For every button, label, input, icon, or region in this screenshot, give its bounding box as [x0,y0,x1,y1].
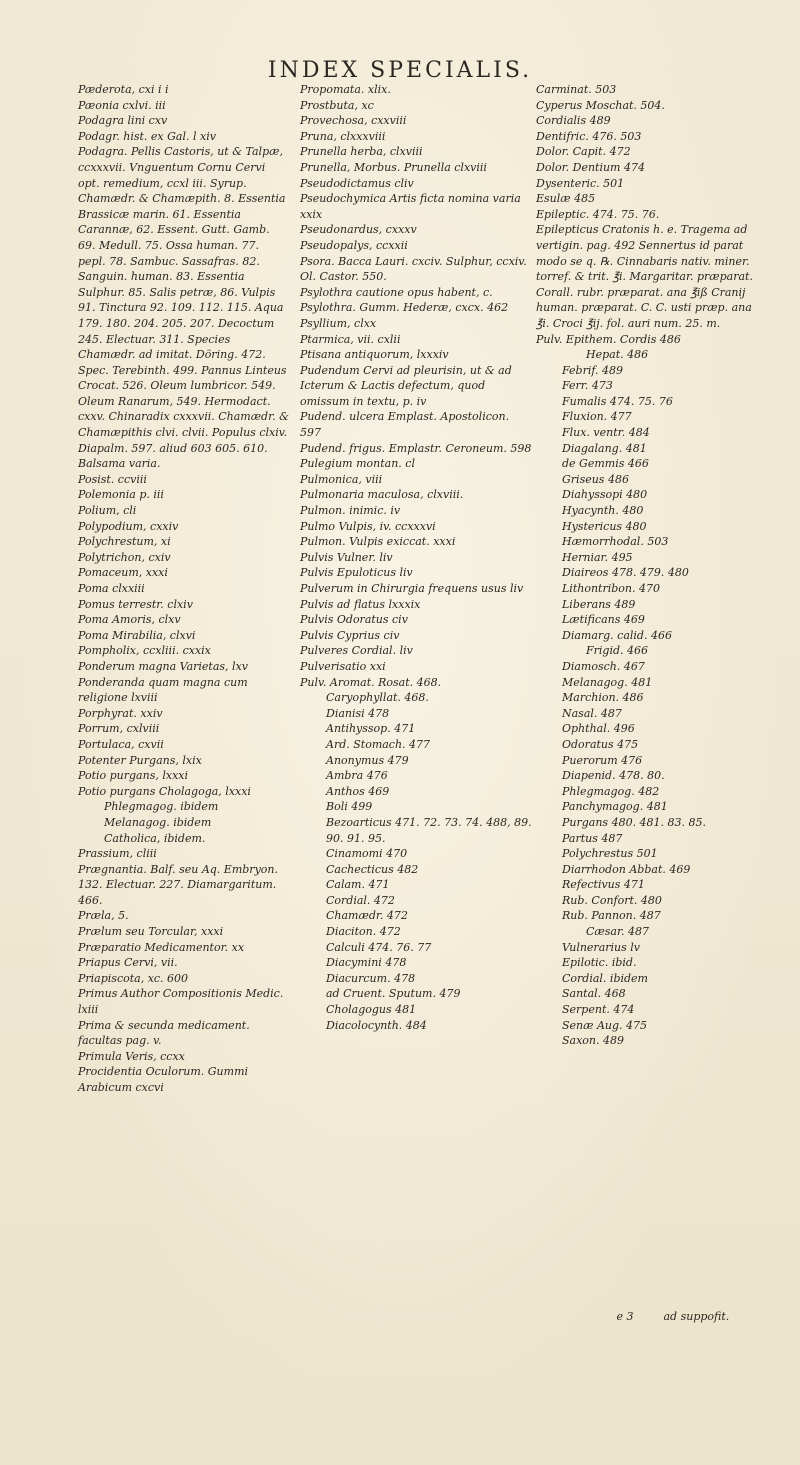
index-entry: Lithontribon. 470 [562,582,660,595]
index-entry: Pulmonica, viii [300,472,383,486]
index-entry: Pæonia cxlvi. iii [78,98,166,112]
index-entry: Pomaceum, xxxi [78,566,168,580]
index-entry: Diacymini 478 [326,956,407,970]
index-entry: Melanagog. 481 [562,675,653,689]
index-entry: Præla, 5. [78,909,129,923]
index-entry: Griseus 486 [562,472,629,486]
index-entry: Ambra 476 [326,769,388,783]
index-entry: Partus 487 [562,831,623,845]
index-entry: Carminat. 503 [536,83,617,96]
index-entry: ad Cruent. Sputum. 479 [326,987,461,1001]
index-entry: Pulvis Cyprius civ [300,628,400,642]
index-entry: Pulvis Vulner. liv [300,550,393,564]
index-entry: Psylothra cautione opus habent, c. [300,285,493,299]
index-entry: Caryophyllat. 468. [326,691,429,705]
index-entry: Psylothra. Gumm. Hederæ, cxcx. 462 [300,301,509,315]
index-entry: Vulnerarius lv [562,940,640,954]
index-entry: Hystericus 480 [562,519,647,533]
index-entry: Pulmonaria maculosa, clxviii. [300,488,464,502]
index-entry: Cyperus Moschat. 504. [536,98,665,112]
index-entry: Fluxion. 477 [562,410,632,424]
index-entry: Polypodium, cxxiv [78,519,179,533]
index-entry: Ophthal. 496 [562,722,635,736]
index-entry: Anthos 469 [326,784,390,798]
index-column-3 [536,82,768,1049]
index-entry: Diamarg. calid. 466 [562,628,672,642]
index-entry: Prægnantia. Balf. seu Aq. Embryon. 132. Electuar. 227. Diamargaritum. 466. [78,862,278,907]
index-entry: Dolor. Dentium 474 [536,160,645,174]
index-entry: Prælum seu Torcular, xxxi [78,925,224,939]
index-entry: Podagr. hist. ex Gal. l xiv [78,129,216,143]
signature-mark: e 3 [616,1310,634,1323]
index-entry: Serpent. 474 [562,1003,635,1017]
index-entry: Ponderanda quam magna cum religione lxviii [78,675,248,705]
index-entry: Pulvis Odoratus civ [300,613,408,627]
index-entry: Hyacynth. 480 [562,504,644,518]
index-entry: Diapenid. 478. 80. [562,769,665,783]
index-entry: Poma clxxiii [78,582,145,595]
index-entry: Febrif. 489 [562,363,624,377]
index-entry: Pudend. ulcera Emplast. Apostolicon. 597 [300,410,510,440]
index-entry: Ard. Stomach. 477 [326,737,431,751]
index-entry: Flux. ventr. 484 [562,426,650,440]
index-entry: Calam. 471 [326,878,390,892]
index-entry: Diahyssopi 480 [562,488,648,502]
index-entry: Pulmo Vulpis, iv. ccxxxvi [300,519,436,533]
index-entry: Marchion. 486 [562,691,644,705]
index-entry: Porrum, cxlviii [78,722,160,736]
index-entry: Podagra. Pellis Castoris, ut & Talpæ, ccxxxvii. Vnguentum Cornu Cervi opt. remedium, ccxl iii. Syrup. Chamædr. & Chamæpith. 8. Essentia Brassicæ marin. 61. Essentia Carannæ, 62. Essent. Gutt. Gamb. 69. Medull. 75. Ossa human. 77. pepl. 78. Sambuc. Sassafras. 82. Sanguin. human. 83. Essentia Sulphur. 85. Salis petræ, 86. Vulpis 91. Tinctura 92. 109. 112. 115. Aqua 179. 180. 204. 205. 207. Decoctum 245. Electuar. 311. Species Chamædr. ad imitat. Döring. 472. Spec. Terebinth. 499. Pannus Linteus Crocat. 526. Oleum lumbricor. 549. Oleum Ranarum, 549. Hermodact. cxxv. Chinaradix cxxxvii. Chamædr. & Chamæpithis clvi. clvii. Populus clxiv. Diapalm. 597. aliud 603 605. 610. Balsama varia. [78,145,289,471]
index-entry: Præparatio Medicamentor. xx [78,940,245,954]
index-entry: Pseudochymica Artis ficta nomina varia xxix [300,192,521,221]
index-entry: Potio purgans, lxxxi [78,769,188,783]
index-entry: Pulvis ad flatus lxxxix [300,597,421,611]
index-entry: Ptarmica, vii. cxlii [300,332,401,346]
index-entry: Prassium, cliii [78,847,157,861]
index-entry: Potenter Purgans, lxix [78,753,202,767]
index-entry: Fumalis 474. 75. 76 [562,394,673,408]
index-entry: Porphyrat. xxiv [78,706,163,720]
index-entry: Polemonia p. iii [78,488,164,502]
index-entry: Provechosa, cxxviii [300,114,407,128]
index-entry: Pulv. Aromat. Rosat. 468. [300,675,442,689]
index-entry: Prunella herba, clxviii [300,145,423,159]
index-entry: Diamosch. 467 [562,659,645,673]
index-entry: Ferr. 473 [562,379,613,393]
index-entry: Pomus terrestr. clxiv [78,597,193,611]
index-entry: Hæmorrhodal. 503 [562,535,669,549]
index-entry: Psora. Bacca Lauri. cxciv. Sulphur, ccxiv. Ol. Castor. 550. [300,254,527,284]
index-entry: Poma Mirabilia, clxvi [78,628,196,642]
index-entry: Rub. Pannon. 487 [562,909,661,923]
index-entry: Dentifric. 476. 503 [536,129,642,143]
index-entry: Dianisi 478 [326,706,390,720]
index-entry: Pulv. Epithem. Cordis 486 [536,332,681,346]
index-entry: Propomata. xlix. [300,83,391,96]
index-entry: Prunella, Morbus. Prunella clxviii [300,160,487,174]
index-entry: Puerorum 476 [562,753,643,767]
index-entry: Pudendum Cervi ad pleurisin, ut & ad Icterum & Lactis defectum, quod omissum in textu, p. iv [300,363,512,408]
index-entry: Pulverisatio xxi [300,659,386,673]
index-entry: Phlegmagog. ibidem [104,800,219,814]
index-entry: Polychrestum, xi [78,535,171,549]
index-entry: Pulmon. inimic. iv [300,504,401,518]
index-entry: de Gemmis 466 [562,457,649,471]
index-entry: Pompholix, ccxliii. cxxix [78,644,211,658]
index-entry: Cholagogus 481 [326,1003,417,1017]
index-entry: Polychrestus 501 [562,847,658,861]
index-entry: Procidentia Oculorum. Gummi Arabicum cxcvi [78,1065,249,1094]
index-entry: Calculi 474. 76. 77 [326,940,432,954]
index-entry: Diaciton. 472 [326,925,401,939]
index-entry: Diacurcum. 478 [326,971,416,985]
index-entry: Lætificans 469 [562,613,645,627]
index-entry: Podagra lini cxv [78,114,168,128]
index-entry: Prima & secunda medicament. facultas pag. v. [78,1018,250,1048]
index-entry: Antihyssop. 471 [326,722,416,736]
index-entry: Pulmon. Vulpis exiccat. xxxi [300,535,456,549]
index-entry: Dysenteric. 501 [536,176,625,190]
index-entry: Esulæ 485 [536,192,596,206]
index-entry: Senæ Aug. 475 [562,1018,648,1032]
index-entry: Cæsar. 487 [586,925,649,939]
index-column-1 [78,82,290,1096]
index-entry: Diacolocynth. 484 [326,1018,427,1032]
index-entry: Bezoarticus 471. 72. 73. 74. 488, 89. 90. 91. 95. [326,815,532,845]
index-entry: Liberans 489 [562,597,636,611]
index-entry: Dolor. Capit. 472 [536,145,631,159]
page-title: INDEX SPECIALIS. [267,58,533,83]
index-entry: Purgans 480. 481. 83. 85. [562,815,707,829]
index-entry: Diagalang. 481 [562,441,647,455]
index-entry: Saxon. 489 [562,1034,624,1048]
index-entry: Epilepticus Cratonis h. e. Tragema ad vertigin. pag. 492 Sennertus id parat modo se q. ℞. Cinnabaris nativ. miner. torref. & trit. ℥i. Margaritar. præparat. Corall. rubr. præparat. ana ℥iß Cranij human. præparat. C. C. usti præp. ana ℥i. Croci ℥ij. fol. auri num. 25. m. [536,223,753,330]
index-entry: Pulegium montan. cl [300,457,415,471]
index-entry: Frigid. 466 [586,644,648,658]
index-entry: Hepat. 486 [586,348,649,362]
index-entry: Pulvis Epuloticus liv [300,566,413,580]
index-entry: Ptisana antiquorum, lxxxiv [300,348,449,362]
catchword: ad suppofit. [663,1310,730,1323]
index-entry: Refectivus 471 [562,878,645,892]
index-entry: Primus Author Compositionis Medic. lxiii [78,987,284,1017]
index-entry: Priapiscota, xc. 600 [78,971,189,985]
index-entry: Diaireos 478. 479. 480 [562,566,689,580]
index-entry: Panchymagog. 481 [562,800,668,814]
index-entry: Chamædr. 472 [326,909,408,923]
index-entry: Melanagog. ibidem [104,815,212,829]
index-column-2 [300,82,532,1033]
index-entry: Rub. Confort. 480 [562,893,662,907]
index-entry: Posist. ccviii [78,472,147,486]
page-footer [590,1310,750,1323]
index-entry: Ponderum magna Varietas, lxv [78,659,248,673]
index-entry: Prostbuta, xc [300,98,374,112]
index-entry: Cordial. 472 [326,893,395,907]
index-entry: Psyllium, clxx [300,316,377,330]
index-entry: Polium, cli [78,504,137,518]
index-entry: Santal. 468 [562,987,626,1001]
index-entry: Pseudonardus, cxxxv [300,223,417,237]
index-entry: Cordialis 489 [536,114,611,128]
index-entry: Cinamomi 470 [326,847,408,861]
index-entry: Pulverum in Chirurgia frequens usus liv [300,582,524,595]
index-entry: Epileptic. 474. 75. 76. [536,207,660,221]
index-entry: Cachecticus 482 [326,862,419,876]
index-entry: Phlegmagog. 482 [562,784,660,798]
index-entry: Catholica, ibidem. [104,831,206,845]
index-entry: Odoratus 475 [562,737,639,751]
index-entry: Pulveres Cordial. liv [300,644,413,658]
index-entry: Primula Veris, ccxx [78,1049,185,1063]
index-entry: Boli 499 [326,800,373,814]
index-entry: Herniar. 495 [562,550,633,564]
index-entry: Pseudopalys, ccxxii [300,238,408,252]
index-entry: Potio purgans Cholagoga, lxxxi [78,784,251,798]
index-entry: Diarrhodon Abbat. 469 [562,862,691,876]
index-entry: Pæderota, cxi i i [78,83,169,96]
index-entry: Pruna, clxxxviii [300,129,386,143]
index-entry: Poma Amoris, clxv [78,613,181,627]
index-entry: Priapus Cervi, vii. [78,956,178,970]
index-entry: Polytrichon, cxiv [78,550,171,564]
index-entry: Nasal. 487 [562,706,622,720]
index-entry: Pudend. frigus. Emplastr. Ceroneum. 598 [300,441,532,455]
index-entry: Anonymus 479 [326,753,409,767]
index-entry: Pseudodictamus cliv [300,176,414,190]
index-entry: Portulaca, cxvii [78,737,164,751]
index-entry: Cordial. ibidem [562,971,648,985]
index-entry: Epilotic. ibid. [562,956,637,970]
